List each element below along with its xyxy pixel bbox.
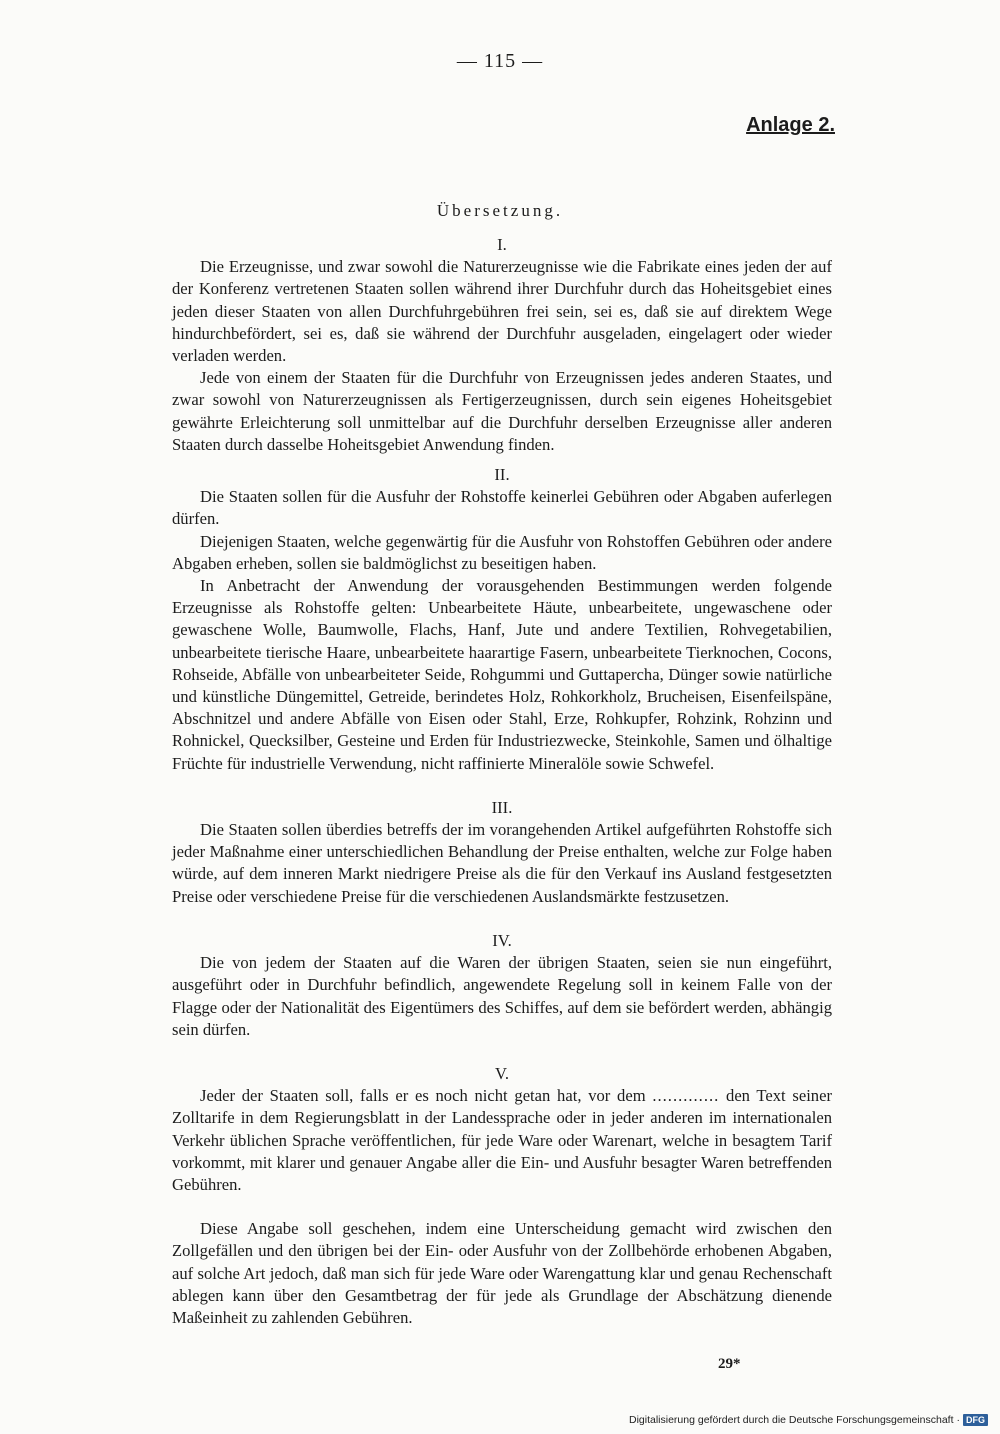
footer-text: Digitalisierung gefördert durch die Deutsche Forschungsgemeinschaft [628, 1414, 954, 1426]
section-2-paragraph-2: Diejenigen Staaten, welche gegenwärtig für die Ausfuhr von Rohstoffen Gebühren oder andere Abgaben erheben, sollen sie baldmöglichst zu beseitigen haben. [172, 531, 832, 573]
section-numeral-5: V. [495, 1063, 509, 1083]
section-3-paragraph-1: Die Staaten sollen überdies betreffs der im vorangehenden Artikel aufgeführten Rohstoffe sich jeder Maßnahme einer unterschiedlichen Behandlung der Preise enthalten, welche zur Folge haben würde, auf dem inneren Markt niedrigere Preise als die für den Verkauf ins Ausland festgesetzten Preise oder verschiedene Preise für die verschiedenen Auslandsmärkte festzusetzen. [172, 820, 832, 906]
section-numeral-2: II. [494, 465, 510, 485]
section-1-paragraph-1: Die Erzeugnisse, und zwar sowohl die Naturerzeugnisse wie die Fabrikate eines jeden der auf der Konferenz vertretenen Staaten sollen während ihrer Durchfuhr durch das Hoheitsgebiet eines jeden dieser Staaten von allen Durchfuhrgebühren frei sein, sei es, daß sie auf direktem Wege hindurchbefördert, sei es, daß sie während der Durchfuhr ausgeladen, eingelagert oder wieder verladen werden. [172, 257, 832, 366]
dfg-logo-icon: DFG [963, 1414, 988, 1426]
digitization-footer: Digitalisierung gefördert durch die Deutsche Forschungsgemeinschaft · DFG [629, 1414, 988, 1426]
section-5-paragraph-1 [172, 1085, 832, 1196]
section-5-paragraph-2: Diese Angabe soll geschehen, indem eine Unterscheidung gemacht wird zwischen den Zollgefällen und den übrigen bei der Ein- oder Ausfuhr von der Zollbehörde erhobenen Abgaben, auf solche Art jedoch, daß man sich für jede Ware oder Warengattung klar und genau Rechenschaft ablegen kann über den Gesamtbetrag der für jede als Grundlage der Abschätzung dienende Maßeinheit zu zahlenden Gebühren. [172, 1219, 832, 1327]
signature-mark: 29* [718, 1356, 741, 1372]
section-5-paragraph-1-rest: den Text seiner Zolltarife in dem Regierungsblatt in der Landessprache oder in jeder anderen im internationalen Verkehr üblichen Sprache veröffentlichen, für jede Ware oder Warenart, welche in besagtem Tarif vorkommt, mit klarer und genauer Angabe aller die Ein- und Ausfuhr besagter Waren betreffenden Gebühren. [172, 1086, 832, 1194]
page-number: — 115 — [456, 50, 544, 72]
section-2-paragraph-3: In Anbetracht der Anwendung der vorausgehenden Bestimmungen werden folgende Erzeugnisse als Rohstoffe gelten: Unbearbeitete Häute, unbearbeitete, ungewaschene oder gewaschene Wolle, Baumwolle, Flachs, Hanf, Jute und andere Textilien, Rohvegetabilien, unbearbeitete tierische Haare, unbearbeitete haarartige Fasern, unbearbeitete Tierknochen, Cocons, Rohseide, Abfälle von unbearbeiteter Seide, Rohgummi und Guttapercha, Dünger sowie natürliche und künstliche Düngemittel, Getreide, berindetes Holz, Rohkorkholz, Brucheisen, Eisenfeilspäne, Abschnitzel und andere Abfälle von Eisen oder Stahl, Erze, Rohkupfer, Rohzink, Rohzinn und Rohnickel, Quecksilber, Gesteine und Erden für Industriezwecke, Steinkohle, Samen und ölhaltige Früchte für industrielle Verwendung, nicht raffinierte Mineralöle sowie Schwefel. [172, 576, 832, 773]
document-body [172, 234, 832, 1329]
section-5-paragraph-1-lead: Jeder der Staaten soll, falls er es noch nicht getan hat, vor dem [200, 1086, 646, 1106]
section-2-paragraph-1: Die Staaten sollen für die Ausfuhr der Rohstoffe keinerlei Gebühren oder Abgaben auferlegen dürfen. [172, 487, 832, 529]
section-numeral-4: IV. [492, 930, 512, 950]
section-1-paragraph-2: Jede von einem der Staaten für die Durchfuhr von Erzeugnissen jedes anderen Staates, und zwar sowohl von Naturerzeugnissen als Fertigerzeugnissen, durch sein eigenes Hoheitsgebiet gewährte Erleichterung soll unmittelbar auf die Durchfuhr derselben Erzeugnisse aller anderen Staaten durch dasselbe Hoheitsgebiet Anwendung finden. [172, 368, 832, 454]
section-4-paragraph-1: Die von jedem der Staaten auf die Waren der übrigen Staaten, seien sie nun eingeführt, ausgeführt oder in Durchfuhr befindlich, angewendete Regelung soll in keinem Falle von der Flagge oder der Nationalität des Eigentümers des Schiffes, auf dem sie befördert werden, abhängig sein dürfen. [172, 953, 832, 1039]
section-numeral-1: I. [497, 235, 507, 254]
annex-label: Anlage 2. [746, 114, 835, 136]
section-numeral-3: III. [491, 797, 513, 817]
document-title: Übersetzung. [436, 201, 564, 220]
date-blank-dots: ............. [652, 1086, 720, 1106]
